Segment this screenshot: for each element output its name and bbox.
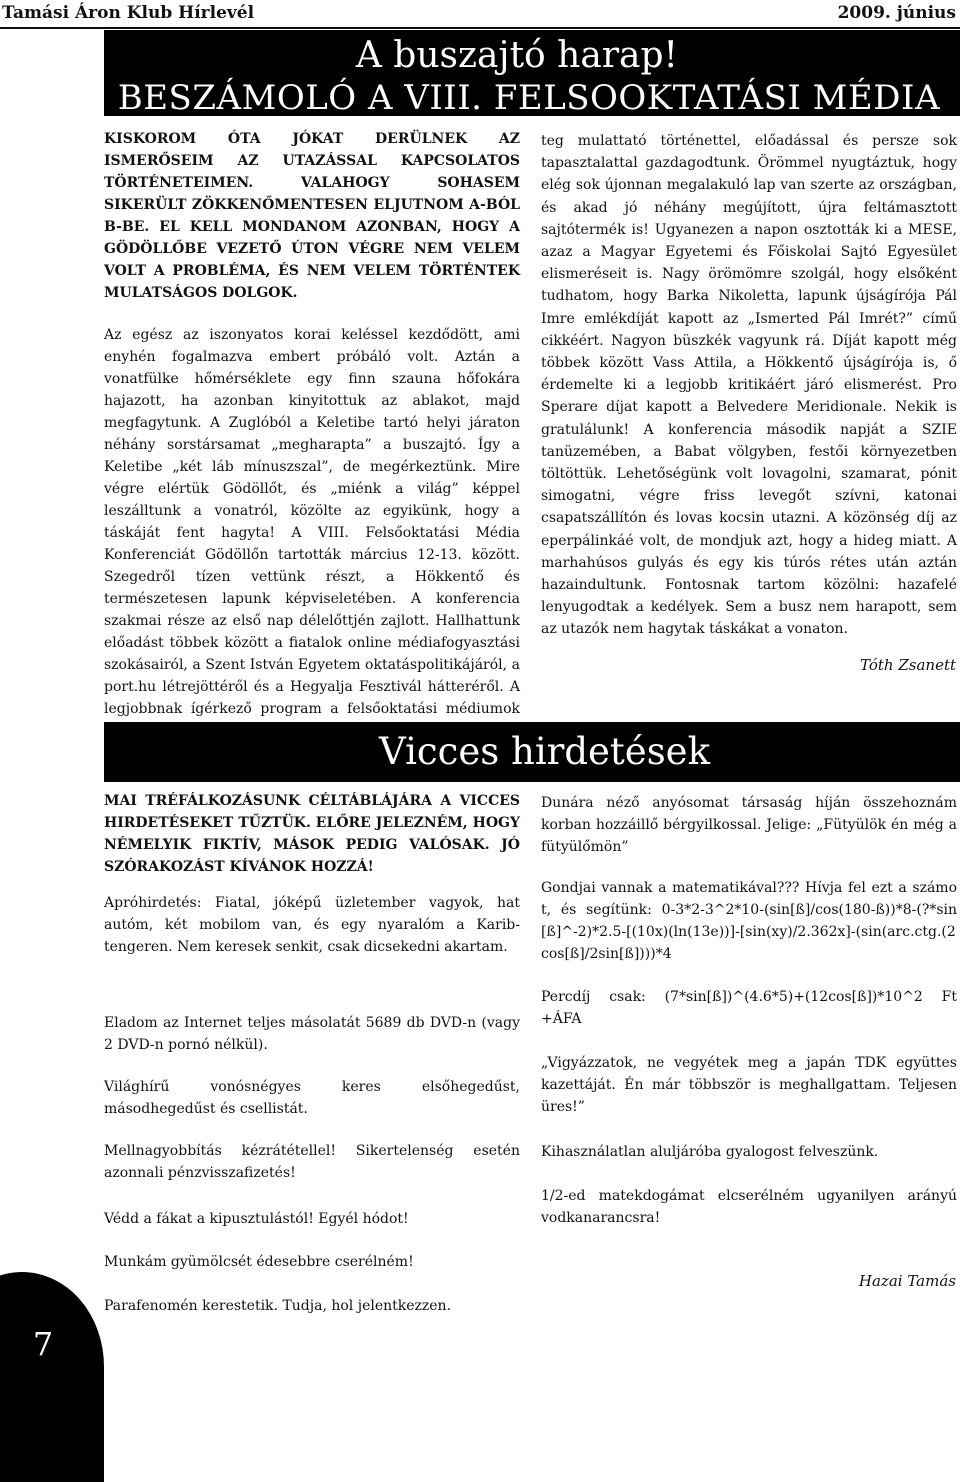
header-newsletter-title: Tamási Áron Klub Hírlevél — [2, 3, 255, 23]
article1-body-left — [104, 324, 520, 742]
ad-item: Parafenomén kerestetik. Tudja, hol jelentkezzen. — [104, 1298, 452, 1314]
article1-subtitle: BESZÁMOLÓ A VIII. FELSOOKTATÁSI MÉDIA — [117, 78, 940, 118]
ad-item: Percdíj csak: (7*sin[ß])^(4.6*5)+(12cos[ß])*10^2 Ft +ÁFA — [541, 989, 957, 1027]
article2-author: Hazai Tamás — [858, 1272, 956, 1290]
article2-lead: MAI TRÉFÁLKOZÁSUNK CÉLTÁBLÁJÁRA A VICCES HIRDETÉSEKET TŰZTÜK. ELŐRE JELEZNÉM, HOGY NÉMELYIK FIKTÍV, MÁSOK PEDIG VALÓSAK. JÓ SZÓRAKOZÁST KÍVÁNOK HOZZÁ! — [104, 793, 520, 875]
article1-lead: KISKOROM ÓTA JÓKAT DERÜLNEK AZ ISMERŐSEIM AZ UTAZÁSSAL KAPCSOLATOS TÖRTÉNETEIMEN. VALAHOGY SOHASEM SIKERÜLT ZÖKKENŐMENTESEN ELJUTNOM A-BÓL B-BE. EL KELL MONDANOM AZONBAN, HOGY A GÖDÖLLŐBE VEZETŐ ÚTON VÉGRE NEM VELEM VOLT A PROBLÉMA, ÉS NEM VELEM TÖRTÉNTEK MULATSÁGOS DOLGOK. — [104, 131, 520, 301]
article2-title: Vicces hirdetések — [379, 730, 710, 773]
ad-item: „Vigyázzatok, ne vegyétek meg a japán TDK együttes kazettáját. Én már többször is meghallgattam. Teljesen üres!” — [541, 1055, 957, 1115]
article1-title: A buszajtó harap! — [355, 35, 678, 76]
ad-item: Kihasználatlan aluljáróba gyalogost felveszünk. — [541, 1144, 879, 1160]
page-number: 7 — [32, 1325, 54, 1363]
article1-body-right-text: teg mulattató történettel, előadással és persze sok tapasztalattal gazdagodtunk. Örömmel nyugtáztuk, hogy elég sok újonnan megalakuló lap van szerte az országban, és akad jó néhány megújított, újra feltámasztott sajtótermék is! Ugyanezen a napon osztották ki a MESE, azaz a Magyar Egyetemi és Főiskolai Sajtó Egyesület elismeréseit is. Nagy örömömre szolgál, hogy elsőként tudhatom, hogy Barka Nikoletta, lapunk újságírója Pál Imre emlékdíját kapott az „Ismerted Pál Imrét?” című cikkéért. Nagyon büszkék vagyunk rá. Díját kapott még többek között Vass Attila, a Hökkentő újságírója is, ő érdemelte ki a legjobb kritikáért járó elismerést. Pro Sperare díjat kapott a Belvedere Meridionale. Nekik is gratulálunk! A konferencia második napját a SZIE tanüzemében, a Babat völgyben, festői környezetben töltöttük. Lehetőségünk volt lovagolni, szamarat, pónit simogatni, végre friss levegőt szívni, katonai csapatszállítón és lovas kocsin utazni. A közönség díj az eperpálinkáé volt, de mondjuk azt, hogy a hideg miatt. A marhahúsos gulyás és egy kis túrós rétes után aztán hazaindultunk. Fontosnak tartom közölni: hazafelé lenyugodtak a kedélyek. Sem a busz nem harapott, sem az utazók nem hagytak táskákat a vonaton. — [541, 133, 957, 638]
article1-title-banner — [104, 30, 960, 116]
article1-body-right — [541, 130, 957, 641]
ad-item: 1/2-ed matekdogámat elcserélném ugyanilyen arányú vodkanarancsra! — [541, 1188, 957, 1226]
page-number-tab — [0, 1272, 104, 1482]
ad-item: Mellnagyobbítás kézrátétellel! Sikertelenség esetén azonnali pénzvisszafizetés! — [104, 1143, 520, 1181]
ad-item: Világhírű vonósnégyes keres elsőhegedűst, másodhegedűst és csellistát. — [104, 1079, 520, 1117]
header-date: 2009. június — [837, 3, 956, 23]
ad-item: Eladom az Internet teljes másolatát 5689 db DVD-n (vagy 2 DVD-n pornó nélkül). — [104, 1015, 520, 1053]
article1-body-left-text: Az egész az iszonyatos korai keléssel kezdődött, ami enyhén fogalmazva embert próbáló volt. Aztán a vonatfülke hőmérséklete egy finn szauna hőfokára hajazott, ha azonban kinyitottuk az ablakot, majd megfagytunk. A Zuglóból a Keletibe tartó helyi járaton néhány sorstársamat „megharapta” a buszajtó. Így a Keletibe „két láb mínuszszal”, de megérkeztünk. Mire végre elértük Gödöllőt, és „miénk a világ” képpel leszálltunk a vonatról, közölte az egyikünk, hogy a táskáját fent hagyta! A VIII. Felsőoktatási Média Konferenciát Gödöllőn tartották március 12-13. között. Szegedről tízen vettünk részt, a Hökkentő és természetesen lapunk képviseletében. A konferencia szakmai része az első nap délelőttjén zajlott. Hallhattunk előadást többek között a fiatalok online médiafogyasztási szokásairól, a Szent István Egyetem oktatáspolitikájáról, a port.hu létrejöttéről és a Hegyalja Fesztivál hátteréről. A legjobbnak ígérkező program a felsőoktatási médiumok — [104, 327, 520, 717]
ad-item: Dunára néző anyósomat társaság híján összehoznám korban hozzáillő bérgyilkossal. Jelige: „Fütyülök én még a fütyülőmön” — [541, 795, 957, 855]
article2-title-banner — [104, 722, 960, 782]
article1-author: Tóth Zsanett — [860, 656, 956, 674]
ad-item: Munkám gyümölcsét édesebbre cserélném! — [104, 1254, 414, 1270]
header-rule — [0, 27, 960, 29]
ad-item: Apróhirdetés: Fiatal, jóképű üzletember vagyok, hat autóm, két mobilom van, és egy nyaralóm a Karib-tengeren. Nem keresek senkit, csak dicsekedni akartam. — [104, 895, 520, 955]
ad-item: Gondjai vannak a matematikával??? Hívja fel ezt a számot, és segítünk: 0-3*2-3^2*10-(sin[ß]/cos(180-ß))*8-(?*sin[ß]^-2)*2.5-[(10x)(ln(13e))]-[sin(xy)/2.362x]-(sin(arc.ctg.(2cos[ß]/2sin[ß])))*4 — [541, 880, 957, 962]
ad-item: Védd a fákat a kipusztulástól! Egyél hódot! — [104, 1211, 409, 1227]
